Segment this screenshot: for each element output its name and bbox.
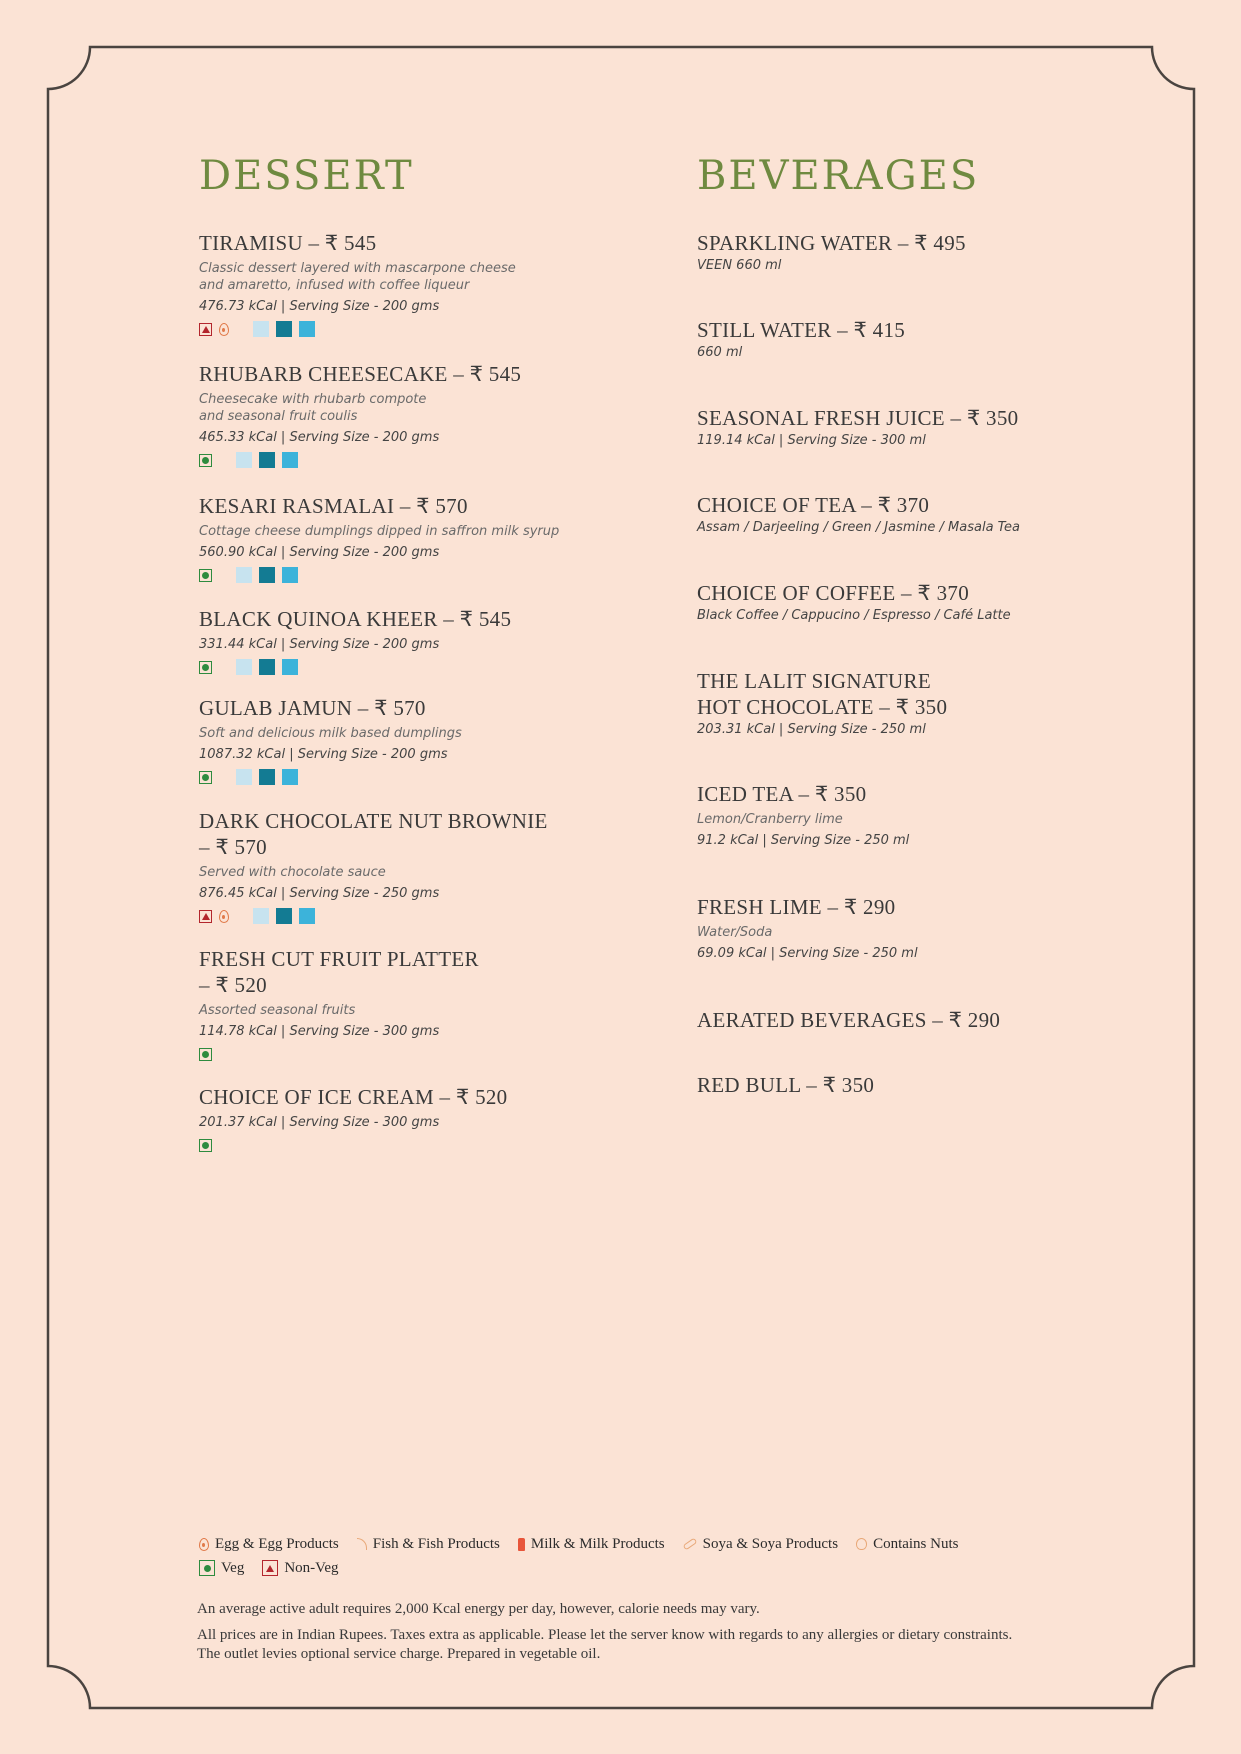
item-details: 69.09 kCal | Serving Size - 250 ml xyxy=(697,946,918,961)
legend-label: Contains Nuts xyxy=(873,1535,959,1552)
item-icons xyxy=(199,566,679,584)
menu-item-sparkling-water xyxy=(697,230,1167,274)
item-icons xyxy=(199,768,679,786)
item-name: SEASONAL FRESH JUICE – ₹ 350 xyxy=(697,406,1019,430)
item-name: SPARKLING WATER – ₹ 495 xyxy=(697,231,966,255)
item-icons xyxy=(199,658,679,676)
item-details: 119.14 kCal | Serving Size - 300 ml xyxy=(697,433,926,448)
item-description: Assorted seasonal fruits xyxy=(199,1003,356,1018)
veg-icon xyxy=(199,661,212,674)
item-calories: 876.45 kCal | Serving Size - 250 gms xyxy=(199,886,440,901)
legend-row-allergens xyxy=(199,1532,1099,1556)
item-name: RHUBARB CHEESECAKE – ₹ 545 xyxy=(199,362,522,386)
menu-item-rhubarb-cheesecake xyxy=(199,361,679,469)
legend-label: Fish & Fish Products xyxy=(372,1535,500,1552)
item-name: FRESH CUT FRUIT PLATTER – ₹ 520 xyxy=(199,947,479,997)
legend-label: Veg xyxy=(221,1559,245,1576)
item-name: KESARI RASMALAI – ₹ 570 xyxy=(199,494,468,518)
egg-icon xyxy=(199,1538,209,1551)
item-name: CHOICE OF COFFEE – ₹ 370 xyxy=(697,581,970,605)
soya-icon xyxy=(682,1538,697,1551)
item-calories: 465.33 kCal | Serving Size - 200 gms xyxy=(199,430,440,445)
menu-item-dark-chocolate-nut-brownie xyxy=(199,808,679,925)
allergen-mid-icon xyxy=(282,452,298,468)
egg-icon xyxy=(219,910,229,923)
veg-icon xyxy=(199,454,212,467)
item-details: 660 ml xyxy=(697,345,743,360)
item-icons xyxy=(199,320,679,338)
veg-icon xyxy=(199,569,212,582)
menu-item-choice-of-ice-cream xyxy=(199,1084,679,1154)
item-name: DARK CHOCOLATE NUT BROWNIE – ₹ 570 xyxy=(199,809,548,859)
legend-fish xyxy=(357,1536,500,1553)
menu-item-choice-of-tea xyxy=(697,492,1167,536)
item-description: Served with chocolate sauce xyxy=(199,865,386,880)
item-name: RED BULL – ₹ 350 xyxy=(697,1073,875,1097)
legend-nonveg xyxy=(262,1560,338,1577)
item-name: CHOICE OF TEA – ₹ 370 xyxy=(697,493,930,517)
item-details: 203.31 kCal | Serving Size - 250 ml xyxy=(697,722,926,737)
item-calories: 114.78 kCal | Serving Size - 300 gms xyxy=(199,1024,440,1039)
item-calories: 331.44 kCal | Serving Size - 200 gms xyxy=(199,637,440,652)
legend-row-diet xyxy=(199,1556,1099,1580)
item-description: Cottage cheese dumplings dipped in saffron milk syrup xyxy=(199,524,560,539)
footer-notes xyxy=(197,1600,1097,1671)
note-service: The outlet levies optional service charge. Prepared in vegetable oil. xyxy=(197,1646,601,1662)
allergen-dark-icon xyxy=(259,659,275,675)
allergen-light-icon xyxy=(253,908,269,924)
item-details: VEEN 660 ml xyxy=(697,258,782,273)
allergen-mid-icon xyxy=(299,321,315,337)
allergen-dark-icon xyxy=(259,567,275,583)
legend-label: Egg & Egg Products xyxy=(215,1535,339,1552)
veg-icon xyxy=(199,771,212,784)
beverages-title: BEVERAGES xyxy=(697,153,980,199)
item-name: GULAB JAMUN – ₹ 570 xyxy=(199,696,426,720)
egg-icon xyxy=(219,323,229,336)
item-calories: 560.90 kCal | Serving Size - 200 gms xyxy=(199,545,440,560)
allergen-light-icon xyxy=(236,567,252,583)
item-description: Water/Soda xyxy=(697,925,773,940)
legend-nuts xyxy=(856,1536,958,1553)
menu-item-black-quinoa-kheer xyxy=(199,606,679,676)
allergen-mid-icon xyxy=(299,908,315,924)
non-veg-icon xyxy=(262,1560,278,1576)
item-description: Classic dessert layered with mascarpone cheese and amaretto, infused with coffee liqueur xyxy=(199,261,516,293)
item-description: Cheesecake with rhubarb compote and seasonal fruit coulis xyxy=(199,392,427,424)
dessert-title: DESSERT xyxy=(199,153,414,199)
allergen-mid-icon xyxy=(282,567,298,583)
item-icons xyxy=(199,451,679,469)
item-details: Assam / Darjeeling / Green / Jasmine / Masala Tea xyxy=(697,520,1020,535)
nut-icon xyxy=(856,1538,867,1550)
item-name: ICED TEA – ₹ 350 xyxy=(697,782,867,806)
menu-item-choice-of-coffee xyxy=(697,580,1167,624)
menu-item-signature-hot-chocolate xyxy=(697,668,1167,738)
dessert-column xyxy=(199,150,679,1130)
beverages-column xyxy=(697,150,1167,1097)
menu-item-gulab-jamun xyxy=(199,695,679,786)
item-details: 91.2 kCal | Serving Size - 250 ml xyxy=(697,833,910,848)
item-icons xyxy=(199,1136,679,1154)
item-description: Soft and delicious milk based dumplings xyxy=(199,726,462,741)
menu-item-still-water xyxy=(697,317,1167,361)
allergen-dark-icon xyxy=(276,908,292,924)
menu-item-seasonal-fresh-juice xyxy=(697,405,1167,449)
item-description: Lemon/Cranberry lime xyxy=(697,812,843,827)
allergen-dark-icon xyxy=(259,452,275,468)
note-calories: An average active adult requires 2,000 Kcal energy per day, however, calorie needs may vary. xyxy=(197,1601,760,1617)
item-name: AERATED BEVERAGES – ₹ 290 xyxy=(697,1008,1001,1032)
item-icons xyxy=(199,907,679,925)
allergen-dark-icon xyxy=(259,769,275,785)
legend-label: Soya & Soya Products xyxy=(702,1535,839,1552)
item-name: FRESH LIME – ₹ 290 xyxy=(697,895,896,919)
allergen-light-icon xyxy=(253,321,269,337)
item-name: TIRAMISU – ₹ 545 xyxy=(199,231,377,255)
item-name: CHOICE OF ICE CREAM – ₹ 520 xyxy=(199,1085,508,1109)
item-name: BLACK QUINOA KHEER – ₹ 545 xyxy=(199,607,512,631)
menu-item-red-bull xyxy=(697,1072,1167,1098)
menu-item-fresh-cut-fruit-platter xyxy=(199,946,679,1063)
legend-label: Milk & Milk Products xyxy=(530,1535,665,1552)
veg-icon xyxy=(199,1139,212,1152)
item-name: THE LALIT SIGNATURE HOT CHOCOLATE – ₹ 350 xyxy=(697,669,948,719)
menu-item-aerated-beverages xyxy=(697,1007,1167,1033)
non-veg-icon xyxy=(199,910,212,923)
item-name: STILL WATER – ₹ 415 xyxy=(697,318,906,342)
legend-milk xyxy=(518,1536,665,1553)
note-prices: All prices are in Indian Rupees. Taxes extra as applicable. Please let the server know with regards to any allergies or dietary constraints. xyxy=(197,1627,1013,1643)
allergen-light-icon xyxy=(236,452,252,468)
allergen-dark-icon xyxy=(276,321,292,337)
allergen-mid-icon xyxy=(282,659,298,675)
legend xyxy=(199,1532,1099,1580)
item-calories: 201.37 kCal | Serving Size - 300 gms xyxy=(199,1115,440,1130)
item-calories: 1087.32 kCal | Serving Size - 200 gms xyxy=(199,747,448,762)
item-icons xyxy=(199,1045,679,1063)
non-veg-icon xyxy=(199,323,212,336)
legend-soya xyxy=(683,1536,838,1553)
item-details: Black Coffee / Cappucino / Espresso / Café Latte xyxy=(697,608,1011,623)
legend-egg xyxy=(199,1536,339,1553)
allergen-light-icon xyxy=(236,769,252,785)
fish-icon xyxy=(357,1538,367,1550)
menu-item-fresh-lime xyxy=(697,894,1167,962)
veg-icon xyxy=(199,1560,215,1576)
allergen-light-icon xyxy=(236,659,252,675)
menu-item-tiramisu xyxy=(199,230,679,338)
allergen-mid-icon xyxy=(282,769,298,785)
milk-icon xyxy=(518,1538,525,1551)
item-calories: 476.73 kCal | Serving Size - 200 gms xyxy=(199,299,440,314)
legend-label: Non-Veg xyxy=(284,1559,339,1576)
menu-item-kesari-rasmalai xyxy=(199,493,679,584)
legend-veg xyxy=(199,1560,244,1577)
veg-icon xyxy=(199,1048,212,1061)
menu-item-iced-tea xyxy=(697,781,1167,849)
